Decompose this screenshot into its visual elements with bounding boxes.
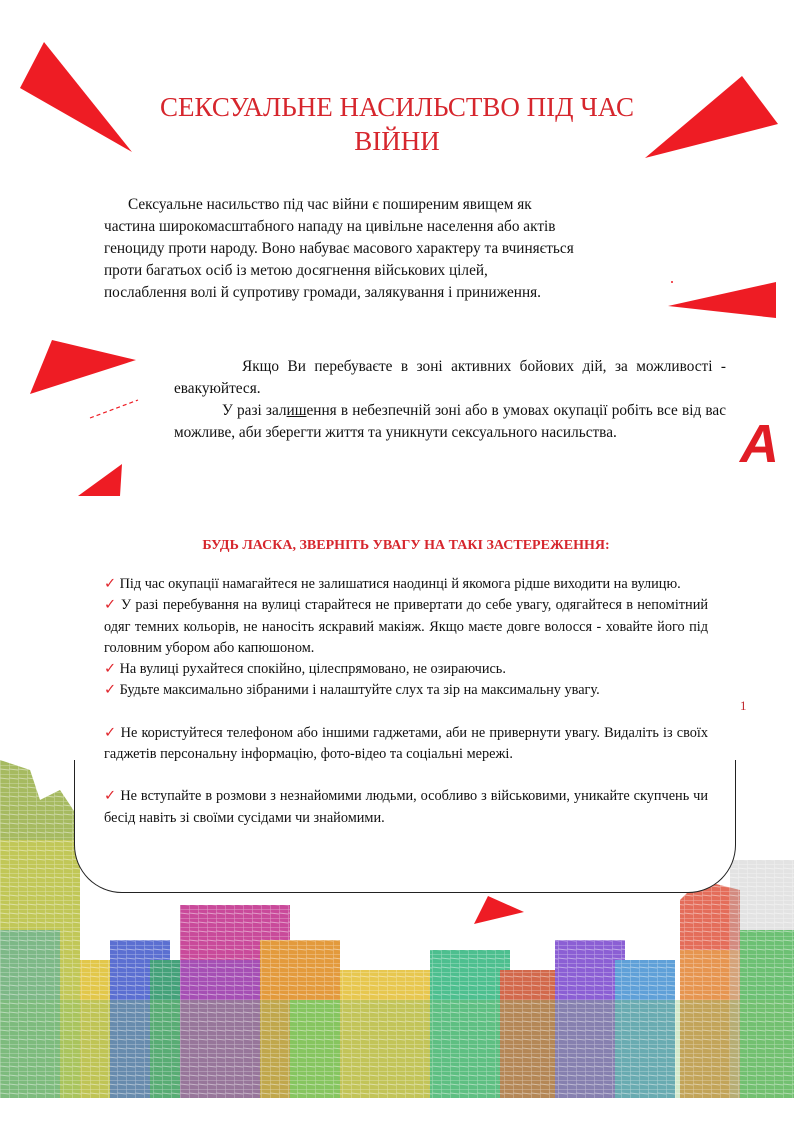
red-triangle-icon	[474, 896, 524, 924]
red-dashed-line	[90, 400, 138, 418]
warning-text: Не вступайте в розмови з незнайомими людьми, особливо з військовими, уникайте скупчень чи бесід навіть зі своїми сусідами чи знайомими.	[104, 788, 709, 826]
warnings-heading: БУДЬ ЛАСКА, ЗВЕРНІТЬ УВАГУ НА ТАКІ ЗАСТЕРЕЖЕННЯ:	[202, 538, 610, 553]
warnings-list	[104, 574, 708, 829]
checkmark-icon: ✓	[104, 576, 116, 592]
advice-text-part: У разі зал	[222, 402, 287, 419]
advice-evacuate: Якщо Ви перебуваєте в зоні активних бойових дій, за можливості - евакуюйтеся.	[174, 358, 726, 397]
checkmark-icon: ✓	[104, 682, 116, 699]
checkmark-icon: ✓	[104, 597, 117, 614]
intro-paragraph	[104, 194, 664, 304]
warning-text: Під час окупації намагайтеся не залишатися наодинці й якомога рідше виходити на вулицю.	[119, 576, 681, 592]
page-title	[80, 90, 714, 158]
intro-line: Сексуальне насильство під час війни є поширеним явищем як	[128, 196, 532, 213]
red-triangle-icon	[668, 282, 776, 318]
advice-text-part: ення в небезпечній зоні або в умовах окупації робіть все від вас можливе, аби зберегти життя та уникнути сексуального насильства.	[174, 402, 727, 441]
warning-item	[104, 723, 708, 766]
intro-line: частина широкомасштабного нападу на цивільне населення або актів	[104, 218, 556, 235]
checkmark-icon: ✓	[104, 661, 116, 678]
advice-block	[174, 356, 726, 444]
title-line-1: СЕКСУАЛЬНЕ НАСИЛЬСТВО ПІД ЧАС	[160, 92, 634, 122]
red-triangle-icon	[30, 340, 136, 394]
checkmark-icon: ✓	[104, 724, 117, 741]
intro-line: проти багатьох осіб із метою досягнення військових цілей,	[104, 262, 488, 279]
red-triangle-icon	[78, 464, 122, 496]
page-number: 1	[740, 698, 747, 713]
intro-line: геноциду проти народу. Воно набуває масового характеру та вчиняється	[104, 240, 574, 257]
warning-item	[104, 786, 708, 829]
advice-underlined-part: иш	[286, 402, 307, 419]
warning-item	[104, 680, 708, 701]
checkmark-icon: ✓	[104, 788, 117, 805]
warning-item	[104, 659, 708, 680]
decorative-letter: А	[740, 414, 779, 474]
spacer	[104, 765, 708, 786]
title-line-2: ВІЙНИ	[354, 126, 440, 156]
warning-item	[104, 595, 708, 659]
warning-text: Будьте максимально зібраними і налаштуйте слух та зір на максимальну увагу.	[119, 682, 600, 699]
warning-item	[104, 574, 708, 595]
intro-line: послаблення волі й супротиву громади, залякування і приниження.	[104, 284, 541, 301]
spacer	[104, 702, 708, 723]
warning-text: У разі перебування на вулиці старайтеся не привертати до себе увагу, одягайтеся в непомітний одяг темних кольорів, не наносіть яскравий макіяж. Якщо маєте довге волосся - ховайте його під головним убором або капюшоном.	[104, 597, 708, 656]
warning-text: Не користуйтеся телефоном або іншими гаджетами, аби не привернути увагу. Видаліть із своїх гаджетів персональну інформацію, фото-відео та соціальні мережі.	[104, 724, 708, 763]
warning-text: На вулиці рухайтеся спокійно, цілеспрямовано, не озираючись.	[119, 661, 506, 678]
advice-occupation	[174, 400, 726, 444]
